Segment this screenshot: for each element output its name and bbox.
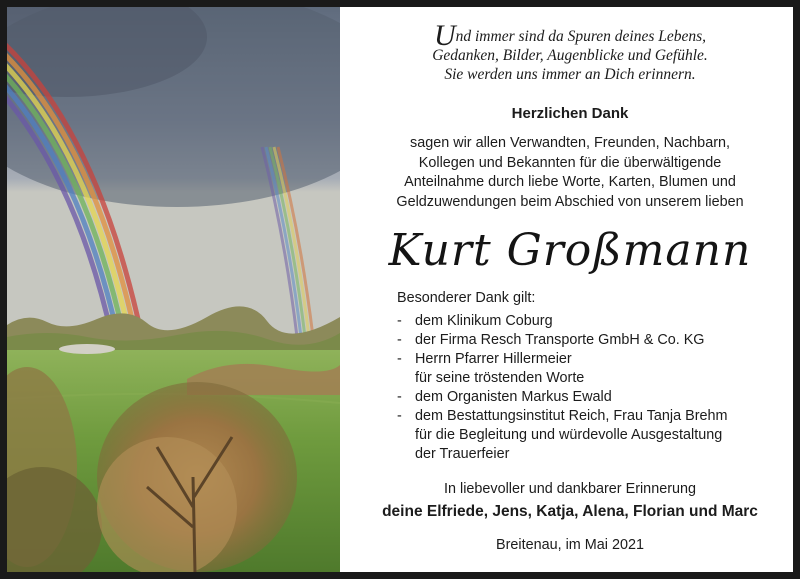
motto-initial: U [433, 19, 456, 52]
thanks-body [347, 134, 793, 212]
thanks-line: Kollegen und Bekannten für die überwältigende [418, 154, 722, 171]
list-item-line: dem Organisten Markus Ewald [415, 389, 612, 405]
motto-line-1-rest: nd immer sind da Spuren deines Lebens, [455, 28, 707, 45]
special-thanks-title: Besonderer Dank gilt: [397, 290, 536, 306]
place-date: Breitenau, im Mai 2021 [496, 537, 644, 553]
list-item [397, 407, 787, 464]
motto-verse [347, 19, 793, 84]
thanks-line: Anteilnahme durch liebe Worte, Karten, Blumen und [404, 174, 736, 190]
list-item [397, 350, 787, 388]
notice-card [7, 7, 793, 572]
rainbow-landscape-illustration [7, 7, 340, 572]
rainbow-landscape-photo [7, 7, 340, 572]
list-item-line: für seine tröstenden Worte [415, 370, 585, 386]
notice-text-column [347, 7, 793, 572]
thanks-heading: Herzlichen Dank [511, 105, 629, 122]
list-dash: - [397, 313, 402, 329]
motto-line-3: Sie werden uns immer an Dich erinnern. [444, 66, 696, 83]
special-thanks-list [397, 312, 787, 464]
list-item [397, 312, 787, 331]
motto-line-1 [347, 19, 793, 52]
special-thanks [397, 289, 787, 464]
list-dash: - [397, 351, 402, 367]
list-item-line: der Firma Resch Transporte GmbH & Co. KG [415, 332, 705, 348]
deceased-name: Kurt Großmann [388, 225, 752, 276]
list-item-line: der Trauerfeier [415, 446, 510, 462]
list-item-line: dem Bestattungsinstitut Reich, Frau Tanja Brehm [415, 408, 728, 424]
list-item [397, 388, 787, 407]
signers: deine Elfriede, Jens, Katja, Alena, Florian und Marc [382, 503, 758, 520]
list-item-line: für die Begleitung und würdevolle Ausgestaltung [415, 427, 723, 443]
motto-line-2: Gedanken, Bilder, Augenblicke und Gefühle. [432, 47, 708, 64]
thanks-line: sagen wir allen Verwandten, Freunden, Nachbarn, [410, 135, 730, 151]
remembrance-line: In liebevoller und dankbarer Erinnerung [444, 481, 696, 497]
list-item-line: Herrn Pfarrer Hillermeier [415, 351, 572, 367]
thanks-line: Geldzuwendungen beim Abschied von unserem lieben [396, 193, 744, 210]
list-item [397, 331, 787, 350]
list-dash: - [397, 408, 402, 424]
list-dash: - [397, 332, 402, 348]
list-dash: - [397, 389, 402, 405]
list-item-line: dem Klinikum Coburg [415, 313, 553, 329]
